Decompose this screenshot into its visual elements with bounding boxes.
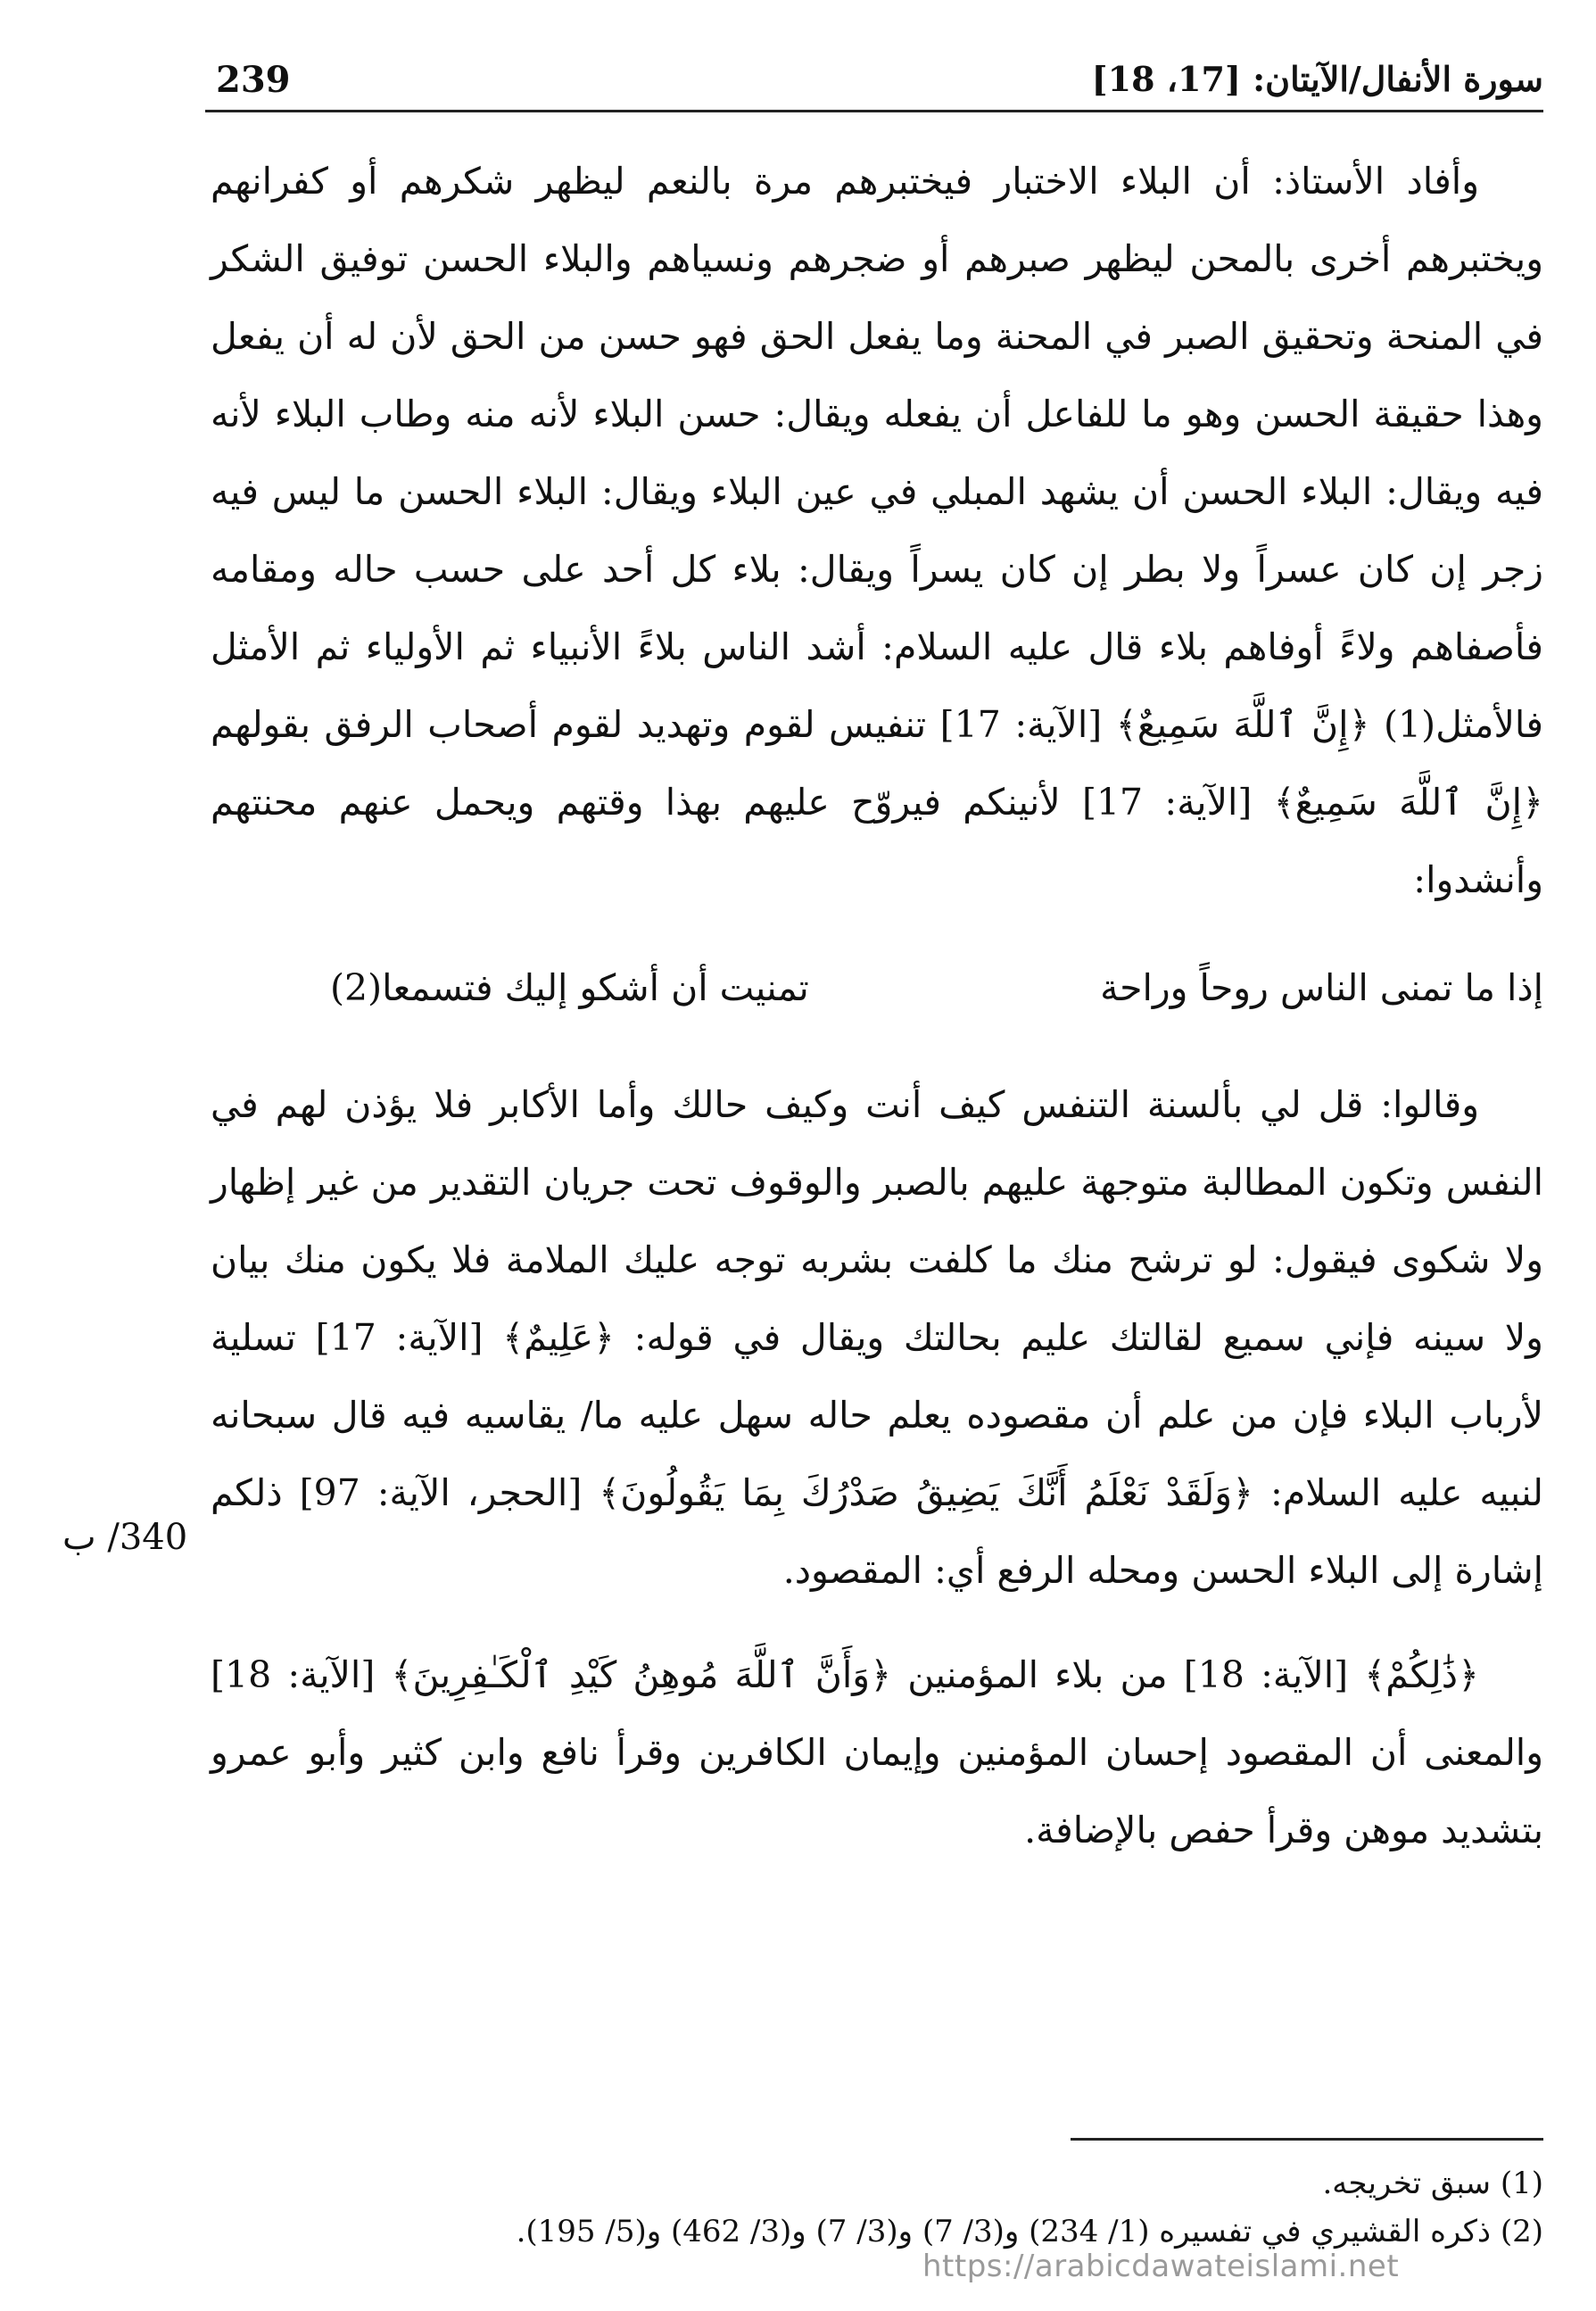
verse-second-half: تمنيت أن أشكو إليك فتسمعا(2)	[330, 966, 809, 1009]
surah-title: سورة الأنفال/الآيتان: [17، 18]	[1091, 59, 1543, 99]
verse-first-half: إذا ما تمنى الناس روحاً وراحة	[1100, 966, 1543, 1009]
footnotes	[211, 2159, 1543, 2256]
poetry-verse	[330, 949, 1543, 1027]
header-rule	[205, 110, 1543, 112]
footnote-rule	[1071, 2138, 1543, 2141]
paragraph-2: وقالوا: قل لي بألسنة التنفس كيف أنت وكيف حالك وأما الأكابر فلا يؤذن لهم في النفس وتكون المطالبة متوجهة عليهم بالصبر والوقوف تحت جريان التقدير من غير إظهار ولا شكوى فيقول: لو ترشح منك ما كلفت بشربه توجه عليك الملامة فلا يكون منك بيان ولا سينه فإني سميع لقالتك عليم بحالتك ويقال في قوله: ﴿عَلِيمٌ﴾ [الآية: 17] تسلية لأرباب البلاء فإن من علم أن مقصوده يعلم حاله سهل عليه ما/ يقاسيه فيه قال سبحانه لنبيه عليه السلام: ﴿وَلَقَدْ نَعْلَمُ أَنَّكَ يَضِيقُ صَدْرُكَ بِمَا يَقُولُونَ﴾ [الحجر، الآية: 97] ذلكم إشارة إلى البلاء الحسن ومحله الرفع أي: المقصود.	[211, 1083, 1544, 1592]
watermark: https://arabicdawateislami.net	[922, 2249, 1400, 2284]
paragraph-1: وأفاد الأستاذ: أن البلاء الاختبار فيختبرهم مرة بالنعم ليظهر شكرهم أو كفرانهم ويختبرهم أخرى بالمحن ليظهر صبرهم أو ضجرهم ونسياهم والبلاء الحسن توفيق الشكر في المنحة وتحقيق الصبر في المحنة وما يفعل الحق فهو حسن من الحق لأن له أن يفعل وهذا حقيقة الحسن وهو ما للفاعل أن يفعله ويقال: حسن البلاء لأنه منه وطاب البلاء لأنه فيه ويقال: البلاء الحسن أن يشهد المبلي في عين البلاء ويقال: البلاء الحسن ما ليس فيه زجر إن كان عسراً ولا بطر إن كان يسراً ويقال: بلاء كل أحد على حسب حاله ومقامه فأصفاهم ولاءً أوفاهم بلاء قال عليه السلام: أشد الناس بلاءً الأنبياء ثم الأولياء ثم الأمثل فالأمثل(1) ﴿إِنَّ ٱللَّهَ سَمِيعٌ﴾ [الآية: 17] تنفيس لقوم وتهديد لقوم أصحاب الرفق بقولهم ﴿إِنَّ ٱللَّهَ سَمِيعٌ﴾ [الآية: 17] لأنينكم فيروّح عليهم بهذا وقتهم ويحمل عنهم محنتهم وأنشدوا:	[211, 160, 1543, 901]
manuscript-folio-note: 340/ ب	[62, 1517, 188, 1558]
page-header	[205, 50, 1543, 112]
footnote-1: (1) سبق تخريجه.	[1322, 2166, 1543, 2201]
page-number: 239	[216, 59, 291, 101]
paragraph-3: ﴿ذَٰلِكُمْ﴾ [الآية: 18] من بلاء المؤمنين ﴿وَأَنَّ ٱللَّهَ مُوهِنُ كَيْدِ ٱلْكَـٰفِرِينَ﴾ [الآية: 18] والمعنى أن المقصود إحسان المؤمنين وإيمان الكافرين وقرأ نافع وابن كثير وأبو عمرو بتشديد موهن وقرأ حفص بالإضافة.	[211, 1653, 1543, 1851]
footnote-2: (2) ذكره القشيري في تفسيره (1/ 234) و(3/ 7) و(3/ 7) و(3/ 462) و(5/ 195).	[516, 2214, 1543, 2249]
main-text	[211, 143, 1543, 1869]
